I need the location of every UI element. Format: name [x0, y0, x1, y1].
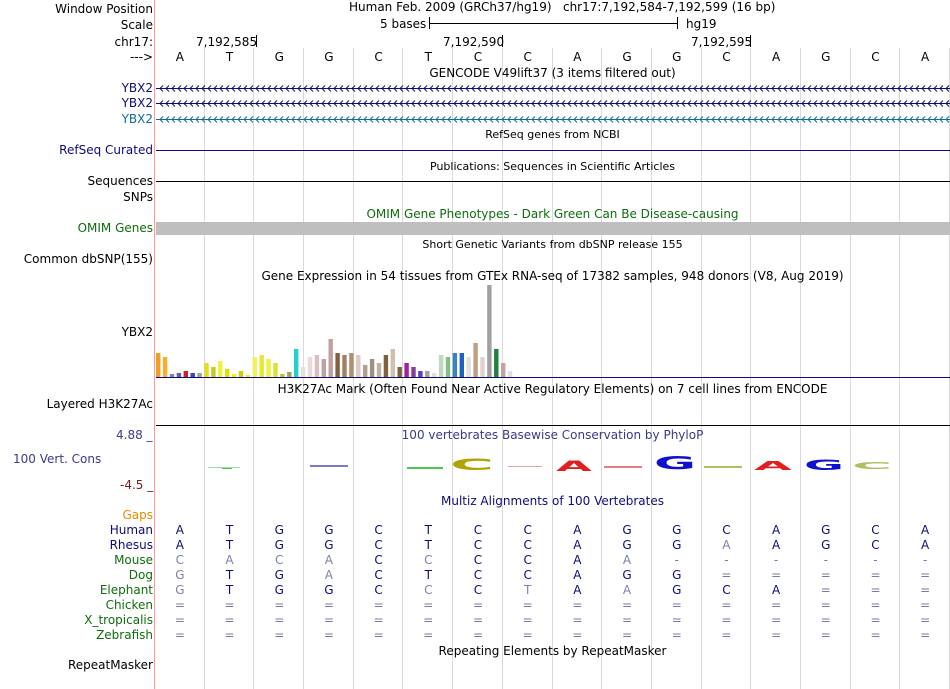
- alignment-base: G: [821, 538, 831, 552]
- alignment-base: G: [622, 568, 632, 582]
- alignment-base: =: [721, 628, 732, 642]
- alignment-base: G: [324, 583, 334, 597]
- alignment-base: =: [472, 613, 484, 627]
- base-letter: C: [473, 50, 483, 64]
- alignment-base: C: [722, 523, 731, 537]
- alignment-base: =: [870, 628, 881, 642]
- alignment-base: =: [820, 628, 831, 642]
- alignment-base: =: [572, 628, 583, 642]
- coord-1: 7,192,585: [196, 35, 258, 49]
- gtex-tissue-bar[interactable]: [308, 357, 312, 377]
- svg-text:C: C: [450, 455, 494, 474]
- coord-3: 7,192,595: [691, 35, 753, 49]
- alignment-base: =: [522, 628, 533, 642]
- phylop-title[interactable]: 100 vertebrates Basewise Conservation by PhyloP: [401, 428, 704, 442]
- phylop-max-label: 4.88 _: [116, 428, 153, 442]
- phylop-label[interactable]: 100 Vert. Cons: [13, 452, 102, 466]
- alignment-base: =: [423, 628, 434, 642]
- gtex-tissue-bar[interactable]: [391, 349, 395, 377]
- gtex-tissue-bar[interactable]: [363, 365, 367, 377]
- alignment-base: =: [323, 613, 334, 627]
- alignment-base: =: [721, 568, 732, 582]
- alignment-base: =: [671, 613, 682, 627]
- species-label-rhesus[interactable]: Rhesus: [109, 538, 153, 552]
- alignment-base: G: [274, 583, 284, 597]
- base-letter: G: [324, 50, 334, 64]
- alignment-base: =: [572, 598, 583, 612]
- alignment-base: =: [373, 613, 384, 627]
- phylop-conservation-logo[interactable]: [208, 453, 892, 475]
- alignment-base: G: [672, 568, 682, 582]
- alignment-base: =: [820, 583, 831, 597]
- alignment-base: =: [920, 628, 931, 642]
- alignment-base: T: [523, 583, 532, 597]
- alignment-base: A: [573, 583, 582, 597]
- alignment-base: A: [225, 553, 234, 567]
- chrom-label: chr17:: [114, 35, 153, 49]
- alignment-base: =: [771, 568, 782, 582]
- gtex-tissue-bar[interactable]: [225, 369, 229, 377]
- alignment-base: =: [920, 568, 931, 582]
- alignment-base: A: [921, 523, 930, 537]
- gtex-title[interactable]: Gene Expression in 54 tissues from GTEx RNA-seq of 17382 samples, 948 donors (V8, Aug 2019): [261, 269, 844, 283]
- gtex-tissue-bar[interactable]: [494, 349, 498, 377]
- alignment-base: G: [175, 583, 185, 597]
- gencode-track-2-label[interactable]: YBX2: [121, 96, 153, 110]
- alignment-base: =: [622, 628, 633, 642]
- alignment-base: C: [473, 523, 483, 537]
- alignment-base: G: [274, 523, 284, 537]
- base-letter: A: [175, 50, 184, 64]
- alignment-base: =: [820, 598, 831, 612]
- gencode-title[interactable]: GENCODE V49lift37 (3 items filtered out): [429, 66, 676, 80]
- base-letter: G: [821, 50, 831, 64]
- alignment-base: A: [722, 538, 731, 552]
- alignment-base: =: [274, 628, 285, 642]
- alignment-base: A: [175, 538, 184, 552]
- alignment-base: =: [671, 598, 682, 612]
- gtex-label[interactable]: YBX2: [121, 325, 153, 339]
- alignment-base: T: [225, 583, 234, 597]
- alignment-base: =: [622, 598, 633, 612]
- base-letter: A: [573, 50, 582, 64]
- alignment-base: G: [324, 523, 334, 537]
- alignment-base: C: [871, 538, 880, 552]
- gtex-tissue-bar[interactable]: [487, 285, 491, 377]
- base-letter: C: [871, 50, 880, 64]
- alignment-base: =: [870, 613, 881, 627]
- refseq-label[interactable]: RefSeq Curated: [59, 143, 153, 157]
- alignment-base: -: [724, 553, 729, 567]
- gtex-tissue-bar[interactable]: [294, 349, 298, 377]
- alignment-base: =: [522, 613, 533, 627]
- gtex-tissue-bar[interactable]: [156, 353, 160, 377]
- species-label-zebrafish[interactable]: Zebrafish: [96, 628, 153, 642]
- alignment-base: C: [175, 553, 185, 567]
- alignment-base: C: [424, 583, 433, 597]
- alignment-base: C: [473, 553, 483, 567]
- gtex-tissue-bar[interactable]: [453, 353, 457, 377]
- gtex-tissue-bar[interactable]: [253, 357, 257, 377]
- gtex-tissue-bar[interactable]: [377, 363, 381, 377]
- gtex-tissue-bar[interactable]: [287, 372, 291, 377]
- alignment-base: =: [323, 598, 334, 612]
- alignment-base: C: [473, 583, 483, 597]
- alignment-base: T: [424, 568, 432, 582]
- gtex-tissue-bar[interactable]: [480, 357, 484, 377]
- species-label-mouse[interactable]: Mouse: [114, 553, 153, 567]
- alignment-base: A: [771, 583, 781, 597]
- gtex-tissue-bar[interactable]: [398, 367, 402, 377]
- alignment-base: C: [473, 538, 483, 552]
- gtex-tissue-bar[interactable]: [260, 355, 264, 377]
- alignment-base: C: [275, 553, 284, 567]
- gtex-tissue-bar[interactable]: [177, 373, 181, 377]
- alignment-base: =: [920, 598, 931, 612]
- gtex-tissue-bar[interactable]: [342, 355, 346, 377]
- gtex-tissue-bar[interactable]: [163, 357, 167, 377]
- h3k27ac-title[interactable]: H3K27Ac Mark (Often Found Near Active Regulatory Elements) on 7 cell lines from ENCODE: [277, 382, 828, 396]
- alignment-base: C: [523, 568, 532, 582]
- alignment-base: =: [870, 583, 881, 597]
- base-letter: C: [722, 50, 731, 64]
- alignment-base: C: [871, 523, 880, 537]
- alignment-base: =: [721, 598, 732, 612]
- alignment-base: =: [820, 568, 831, 582]
- gtex-tissue-bar[interactable]: [184, 371, 188, 377]
- svg-text:C: C: [852, 461, 892, 472]
- strand-label[interactable]: --->: [129, 50, 153, 64]
- gtex-tissue-bar[interactable]: [404, 363, 408, 377]
- window-position-label: Window Position: [55, 2, 153, 16]
- scale-text: 5 bases: [380, 17, 427, 31]
- alignment-base: G: [821, 523, 831, 537]
- alignment-base: =: [224, 628, 235, 642]
- alignment-base: =: [224, 613, 235, 627]
- gtex-tissue-bar[interactable]: [273, 363, 277, 377]
- alignment-base: =: [174, 598, 185, 612]
- multiz-title[interactable]: Multiz Alignments of 100 Vertebrates: [440, 494, 665, 508]
- alignment-base: =: [472, 628, 484, 642]
- alignment-base: G: [274, 538, 284, 552]
- gtex-tissue-bar[interactable]: [349, 353, 353, 377]
- alignment-base: -: [873, 553, 878, 567]
- gtex-expression-bars[interactable]: [156, 285, 512, 377]
- omim-title[interactable]: OMIM Gene Phenotypes - Dark Green Can Be Disease-causing: [366, 207, 739, 221]
- scale-db: hg19: [686, 17, 717, 31]
- gtex-tissue-bar[interactable]: [411, 367, 415, 377]
- alignment-base: G: [622, 523, 632, 537]
- base-letter: C: [523, 50, 532, 64]
- alignment-base: T: [424, 538, 432, 552]
- h3k27ac-label[interactable]: Layered H3K27Ac: [46, 397, 153, 411]
- alignment-base: =: [771, 598, 782, 612]
- alignment-base: =: [771, 628, 782, 642]
- alignment-base: G: [672, 523, 682, 537]
- alignment-base: A: [573, 553, 582, 567]
- gtex-tissue-bar[interactable]: [191, 373, 195, 377]
- gtex-tissue-bar[interactable]: [501, 363, 505, 377]
- species-label-dog[interactable]: Dog: [128, 568, 153, 582]
- alignment-base: =: [572, 613, 583, 627]
- alignment-base: =: [174, 628, 185, 642]
- gtex-tissue-bar[interactable]: [425, 371, 429, 377]
- gtex-tissue-bar[interactable]: [204, 363, 208, 377]
- alignment-base: A: [573, 568, 582, 582]
- alignment-base: G: [274, 568, 284, 582]
- gaps-label[interactable]: Gaps: [122, 508, 153, 522]
- alignment-base: =: [224, 598, 235, 612]
- omim-label[interactable]: OMIM Genes: [77, 221, 153, 235]
- alignment-base: =: [274, 598, 285, 612]
- dbsnp-label[interactable]: Common dbSNP(155): [23, 252, 153, 266]
- alignment-base: C: [523, 553, 532, 567]
- alignment-base: =: [870, 598, 881, 612]
- alignment-base: =: [423, 598, 434, 612]
- alignment-base: -: [823, 553, 828, 567]
- base-letter: C: [374, 50, 383, 64]
- species-label-x_tropicalis[interactable]: X_tropicalis: [84, 613, 153, 627]
- species-label-chicken[interactable]: Chicken: [105, 598, 153, 612]
- phylop-min-label: -4.5 _: [120, 478, 154, 492]
- alignment-base: A: [622, 553, 632, 567]
- alignment-base: C: [722, 583, 731, 597]
- alignment-base: A: [573, 523, 582, 537]
- base-letter: T: [225, 50, 234, 64]
- gencode-track-3-label[interactable]: YBX2: [121, 112, 153, 126]
- alignment-base: =: [820, 613, 831, 627]
- alignment-base: C: [523, 538, 532, 552]
- gtex-tissue-bar[interactable]: [356, 355, 360, 377]
- alignment-base: =: [721, 613, 732, 627]
- gtex-tissue-bar[interactable]: [384, 355, 388, 377]
- alignment-base: A: [771, 538, 781, 552]
- alignment-base: G: [672, 583, 682, 597]
- alignment-base: C: [374, 583, 383, 597]
- base-letter: T: [424, 50, 432, 64]
- refseq-title[interactable]: RefSeq genes from NCBI: [485, 128, 620, 141]
- alignment-base: A: [573, 538, 582, 552]
- species-label-elephant[interactable]: Elephant: [99, 583, 153, 597]
- alignment-base: =: [423, 613, 434, 627]
- svg-text:G: G: [804, 458, 844, 474]
- svg-text:A: A: [556, 459, 593, 475]
- gtex-tissue-bar[interactable]: [232, 374, 236, 377]
- gtex-tissue-bar[interactable]: [335, 353, 339, 377]
- omim-gene-bar[interactable]: [156, 222, 950, 235]
- alignment-base: A: [921, 538, 930, 552]
- alignment-base: C: [374, 568, 383, 582]
- gtex-tissue-bar[interactable]: [211, 367, 215, 377]
- alignment-base: G: [672, 538, 682, 552]
- alignment-base: C: [473, 568, 483, 582]
- gtex-tissue-bar[interactable]: [280, 374, 284, 377]
- gtex-tissue-bar[interactable]: [197, 373, 201, 377]
- base-letter: A: [921, 50, 930, 64]
- alignment-base: T: [225, 523, 234, 537]
- repeatmasker-title[interactable]: Repeating Elements by RepeatMasker: [438, 644, 667, 658]
- alignment-base: C: [424, 553, 433, 567]
- alignment-base: =: [323, 628, 334, 642]
- alignment-base: G: [175, 568, 185, 582]
- dbsnp-title[interactable]: Short Genetic Variants from dbSNP release 155: [422, 238, 683, 251]
- base-letter: G: [274, 50, 284, 64]
- scale-label: Scale: [120, 18, 153, 32]
- gtex-tissue-bar[interactable]: [473, 343, 477, 377]
- alignment-base: =: [870, 568, 881, 582]
- alignment-base: =: [472, 598, 484, 612]
- alignment-base: A: [771, 523, 781, 537]
- base-letter: A: [771, 50, 781, 64]
- gtex-tissue-bar[interactable]: [432, 373, 436, 377]
- gtex-tissue-bar[interactable]: [329, 339, 333, 377]
- gtex-tissue-bar[interactable]: [170, 374, 174, 377]
- alignment-base: =: [920, 613, 931, 627]
- gtex-tissue-bar[interactable]: [218, 361, 222, 377]
- sequences-label[interactable]: Sequences: [87, 174, 153, 188]
- publications-title[interactable]: Publications: Sequences in Scientific Articles: [430, 160, 675, 173]
- alignment-base: A: [324, 553, 334, 567]
- gencode-gene-lines[interactable]: [156, 86, 950, 123]
- alignment-base: -: [922, 553, 928, 567]
- gtex-tissue-bar[interactable]: [418, 371, 422, 377]
- base-letter: G: [622, 50, 632, 64]
- alignment-base: T: [225, 538, 234, 552]
- coord-2: 7,192,590: [443, 35, 505, 49]
- alignment-base: -: [674, 553, 679, 567]
- gtex-tissue-bar[interactable]: [460, 353, 464, 377]
- gtex-tissue-bar[interactable]: [266, 359, 270, 377]
- gtex-tissue-bar[interactable]: [239, 371, 243, 377]
- alignment-base: G: [324, 538, 334, 552]
- gtex-tissue-bar[interactable]: [508, 371, 512, 377]
- species-label-human[interactable]: Human: [109, 523, 153, 537]
- alignment-base: =: [174, 613, 185, 627]
- gencode-track-1-label[interactable]: YBX2: [121, 81, 153, 95]
- alignment-base: T: [225, 568, 234, 582]
- alignment-base: =: [522, 598, 533, 612]
- gtex-tissue-bar[interactable]: [370, 359, 374, 377]
- gtex-tissue-bar[interactable]: [315, 355, 319, 377]
- svg-text:G: G: [654, 453, 696, 474]
- window-position-text: [349, 0, 776, 14]
- base-letter: G: [672, 50, 682, 64]
- gtex-tissue-bar[interactable]: [322, 359, 326, 377]
- gtex-tissue-bar[interactable]: [439, 355, 443, 377]
- alignment-base: =: [671, 628, 682, 642]
- position-range: chr17:7,192,584-7,192,599 (16 bp): [562, 0, 776, 14]
- gtex-tissue-bar[interactable]: [246, 375, 250, 377]
- alignment-base: =: [373, 628, 384, 642]
- gtex-tissue-bar[interactable]: [467, 357, 471, 377]
- assembly-name: Human Feb. 2009 (GRCh37/hg19): [349, 0, 552, 14]
- alignment-base: C: [374, 538, 383, 552]
- alignment-base: C: [374, 553, 383, 567]
- alignment-base: C: [374, 523, 383, 537]
- alignment-base: -: [773, 553, 779, 567]
- alignment-base: G: [622, 538, 632, 552]
- alignment-base: A: [175, 523, 184, 537]
- scale-bar: [430, 17, 678, 29]
- snps-label[interactable]: SNPs: [123, 190, 153, 204]
- alignment-base: =: [274, 613, 285, 627]
- repeatmasker-label[interactable]: RepeatMasker: [67, 658, 153, 672]
- alignment-base: =: [373, 598, 384, 612]
- alignment-base: A: [622, 583, 632, 597]
- alignment-base: =: [622, 613, 633, 627]
- alignment-base: =: [771, 613, 782, 627]
- alignment-base: T: [424, 523, 432, 537]
- alignment-base: A: [324, 568, 334, 582]
- alignment-base: =: [920, 583, 931, 597]
- alignment-base: C: [523, 523, 532, 537]
- svg-text:A: A: [754, 459, 795, 473]
- gtex-tissue-bar[interactable]: [446, 357, 450, 377]
- gtex-tissue-bar[interactable]: [301, 367, 305, 377]
